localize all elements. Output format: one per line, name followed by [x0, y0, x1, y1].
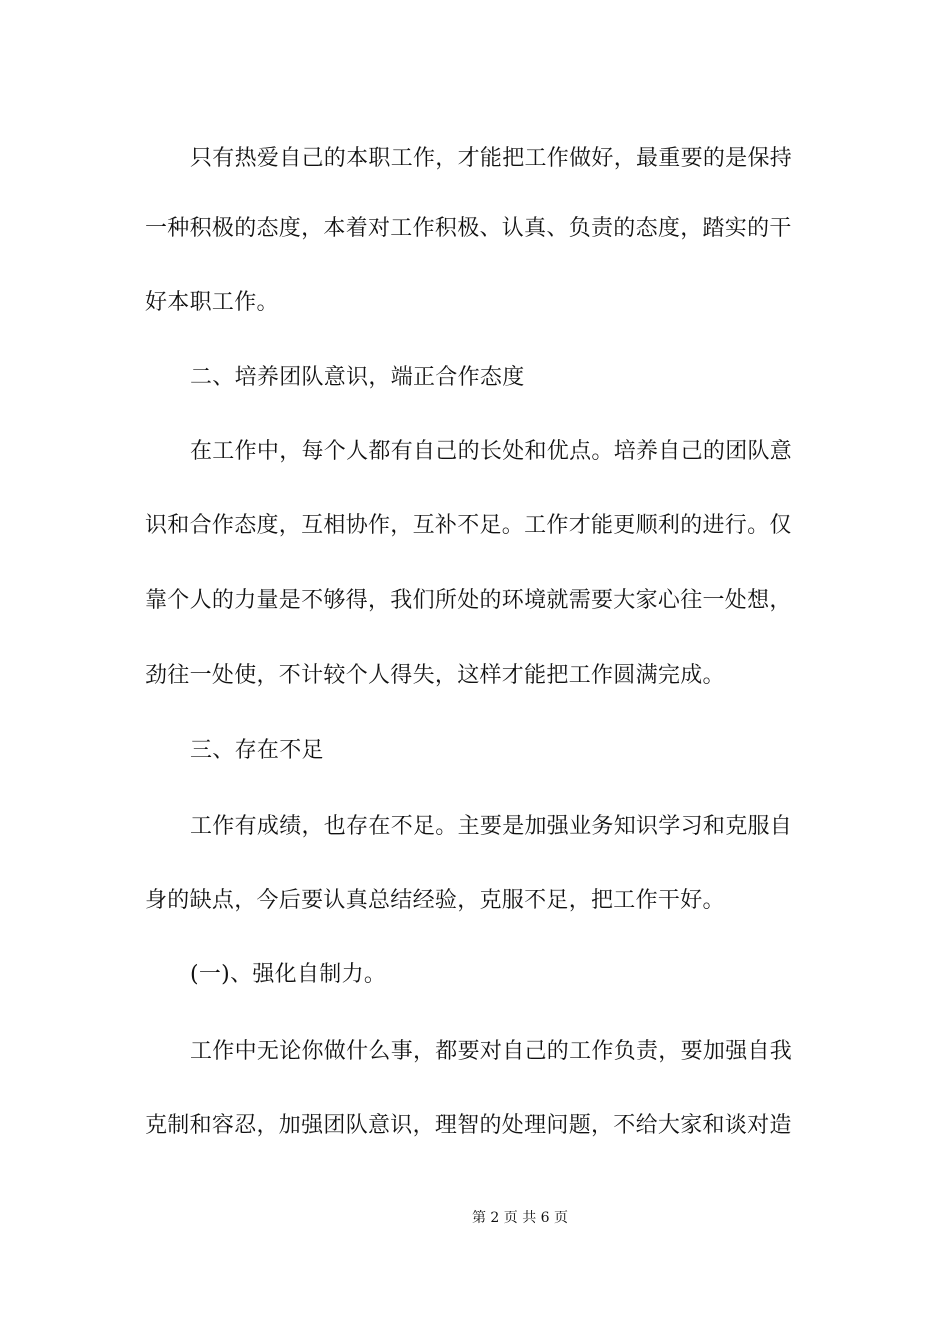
- body-text-line: 识和合作态度，互相协作，互补不足。工作才能更顺利的进行。仅: [145, 513, 792, 538]
- body-text-line: 只有热爱自己的本职工作，才能把工作做好，最重要的是保持: [190, 146, 793, 171]
- page-number-footer: 第 2 页 共 6 页: [471, 1210, 569, 1226]
- body-text-line: 工作有成绩，也存在不足。主要是加强业务知识学习和克服自: [190, 814, 793, 839]
- subsection-heading: (一)、强化自制力。: [190, 962, 387, 987]
- section-heading: 二、培养团队意识，端正合作态度: [190, 365, 525, 390]
- body-text-line: 克制和容忍，加强团队意识，理智的处理问题，不给大家和谈对造: [145, 1113, 792, 1138]
- body-text-line: 好本职工作。: [145, 290, 279, 315]
- body-text-line: 工作中无论你做什么事，都要对自己的工作负责，要加强自我: [190, 1039, 793, 1064]
- body-text-line: 在工作中，每个人都有自己的长处和优点。培养自己的团队意: [190, 439, 793, 464]
- section-heading: 三、存在不足: [190, 738, 324, 763]
- body-text-line: 一种积极的态度，本着对工作积极、认真、负责的态度，踏实的干: [145, 216, 792, 241]
- body-text-line: 劲往一处使，不计较个人得失，这样才能把工作圆满完成。: [145, 663, 725, 688]
- body-text-line: 靠个人的力量是不够得，我们所处的环境就需要大家心往一处想，: [145, 588, 792, 613]
- body-text-line: 身的缺点，今后要认真总结经验，克服不足，把工作干好。: [145, 888, 725, 913]
